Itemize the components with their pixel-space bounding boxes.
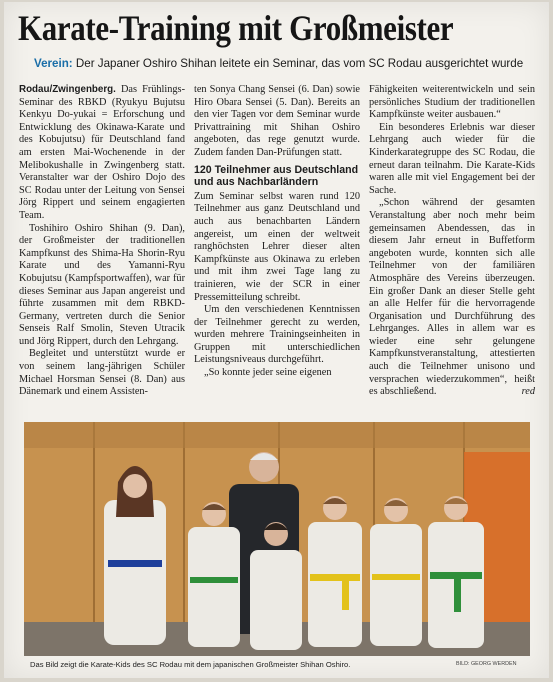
photo-credit: BILD: GEORG WERDEN xyxy=(456,661,517,667)
paragraph-text: Das Frühlings-Seminar des RBKD (Ryukyu Bujutsu Kenkyu Do-yukai = Erforschung und Entwicklung des Okinawa-Karate und des Kobujutsu) für Deutschland fand am ersten Mai-Wochenende in der Melibokushalle in Zwingenberg statt. Veranstalter war der Oshiro Dojo des SC Rodau unter der Leitung von Sensei Jörg Rippert und seinem engagierten Team. xyxy=(19,84,185,221)
kicker: Verein: xyxy=(34,57,73,70)
paragraph: Toshihiro Oshiro Shihan (9. Dan), der Großmeister der traditionellen Kampfkunst des Shima-Ha Shorin-Ryu Karate und des Yamanni-Ryu Kobujutsu (Kampfsportwaffen), war für dieses Seminar aus Japan angereist und führte zusammen mit dem RBKD-Germany, vertreten durch die Senior Senseis Ralf Smolin, Steven Utracik und Jörg Rippert, durch den Lehrgang. xyxy=(19,222,185,347)
paragraph: Zum Seminar selbst waren rund 120 Teilnehmer aus ganz Deutschland und auch aus benachbarten Ländern angereist, um einen der weltweit ranghöchsten Lehrer dieser alten Kampfkünste aus Okinawa zu erleben und mit ihm zwei Tage lang zu trainieren, wie der SCR in einer Pressemitteilung schreibt. xyxy=(194,190,360,303)
paragraph: ten Sonya Chang Sensei (6. Dan) sowie Hiro Obara Sensei (5. Dan). Bereits an den vier Tagen vor dem Seminar wurde Privattraining mit Shihan Oshiro angeboten, das rege genutzt wurde. Zudem fanden Dan-Prüfungen statt. xyxy=(194,84,360,158)
paragraph: Um den verschiedenen Kenntnissen der Teilnehmer gerecht zu werden, wurden mehrere Trainingseinheiten in Gruppen mit unterschiedlichen Leistungsniveaus durchgeführt. xyxy=(194,304,360,366)
paragraph xyxy=(369,197,535,399)
photo-caption: Das Bild zeigt die Karate-Kids des SC Rodau mit dem japanischen Großmeister Shihan Oshiro. xyxy=(30,660,351,669)
dateline: Rodau/Zwingenberg. xyxy=(19,84,116,95)
author-signature: red xyxy=(521,386,535,398)
column-3 xyxy=(369,84,535,399)
photo-illustration xyxy=(24,422,530,656)
subheadline xyxy=(34,57,549,70)
article-body xyxy=(19,84,539,414)
paragraph: „So konnte jeder seine eigenen xyxy=(204,367,332,379)
section-heading: 120 Teilnehmer aus Deutschland und aus Nachbarländern xyxy=(194,163,359,189)
paragraph xyxy=(19,84,185,223)
column-2 xyxy=(194,84,360,380)
group-photo xyxy=(24,422,530,656)
subheadline-text: Der Japaner Oshiro Shihan leitete ein Seminar, das vom SC Rodau ausgerichtet wurde xyxy=(75,57,524,70)
headline: Karate-Training mit Großmeister xyxy=(18,8,454,48)
column-1 xyxy=(19,84,185,399)
newspaper-page xyxy=(4,2,549,678)
paragraph-text: „Schon während der gesamten Veranstaltung aber noch mehr beim gemeinsamen Abendessen, das in diesem Jahr erneut in Buffetform angeboten wurde, konnten sich alle Teilnehmer von der familiären Atmosphäre des Vereins überzeugen. Ein großer Dank an dieser Stelle geht an alle Helfer für die hervorragende Organisation und Durchführung des Lehrganges. Alles in allem war es wieder eine sehr gelungene Kampfkunstveranstaltung, attestierten auch die Teilnehmer unisono und versprachen wiederzukommen“, heißt es abschließend. xyxy=(369,197,535,398)
paragraph: Ein besonderes Erlebnis war dieser Lehrgang auch wieder für die Kinderkarategruppe des SC Rodau, die erneut daran teilnahm. Die Karate-Kids waren alle mit viel Engagement bei der Sache. xyxy=(369,121,535,196)
paragraph: Fähigkeiten weiterentwickeln und sein persönliches Studium der traditionellen Kampfkünste weiter ausbauen.“ xyxy=(369,84,535,121)
paragraph: Begleitet und unterstützt wurde er von seinem lang-jährigen Schüler Michael Horsman Sensei (8. Dan) aus Dänemark und einem Assisten- xyxy=(19,348,185,398)
